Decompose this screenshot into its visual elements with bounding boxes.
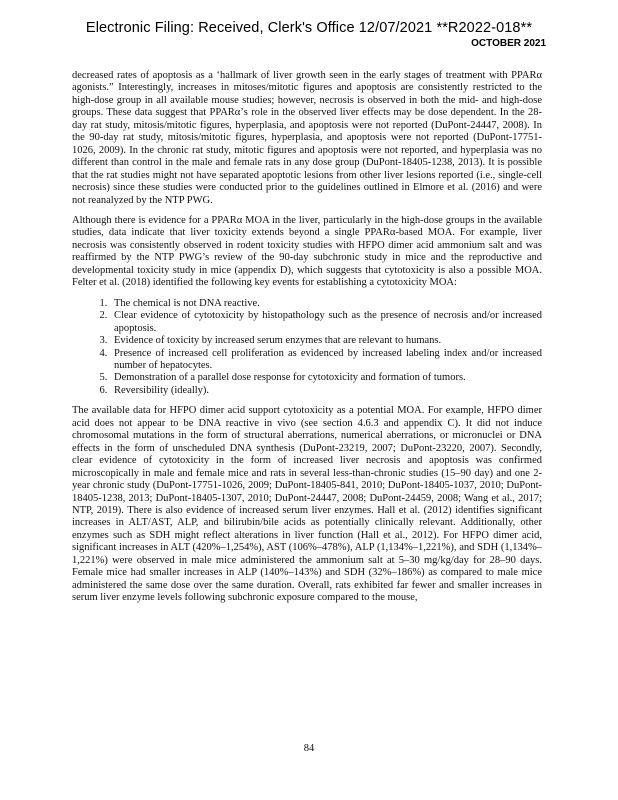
key-events-list bbox=[72, 298, 542, 398]
list-item: 3. Evidence of toxicity by increased serum enzymes that are relevant to humans. bbox=[110, 335, 542, 347]
list-item: 5. Demonstration of a parallel dose response for cytotoxicity and formation of tumors. bbox=[110, 372, 542, 384]
list-item: 4. Presence of increased cell proliferation as evidenced by increased labeling index and/or increased number of hepatocytes. bbox=[110, 348, 542, 373]
paragraph: Although there is evidence for a PPARα MOA in the liver, particularly in the high-dose groups in the available studies, data indicate that liver toxicity extends beyond a single PPARα-based MOA. For example, liver necrosis was consistently observed in rodent toxicity studies with HFPO dimer acid ammonium salt and was reaffirmed by the NTP PWG’s review of the 90-day subchronic study in mice and the reproductive and developmental toxicity study in mice (appendix D), which suggests that cytotoxicity is also a possible MOA. Felter et al. (2018) identified the following key events for establishing a cytotoxicity MOA: bbox=[72, 214, 542, 289]
list-item: 2. Clear evidence of cytotoxicity by histopathology such as the presence of necrosis and/or increased apoptosis. bbox=[110, 310, 542, 335]
paragraph: The available data for HFPO dimer acid support cytotoxicity as a potential MOA. For example, HFPO dimer acid does not appear to be DNA reactive in vivo (see section 4.6.3 and appendix C). It did not induce chromosomal mutations in the form of structural aberrations, numerical aberrations, or micronuclei or DNA effects in the form of unscheduled DNA synthesis (DuPont-23219, 2007; DuPont-23220, 2007). Secondly, clear evidence of cytotoxicity in the form of increased liver necrosis and apoptosis was confirmed microscopically in male and female mice and rats in several less-than-chronic studies (15–90 day) and one 2-year chronic study (DuPont-17751-1026, 2009; DuPont-18405-841, 2010; DuPont-18405-1037, 2010; DuPont-18405-1238, 2013; DuPont-18405-1307, 2010; DuPont-24447, 2008; DuPont-24459, 2008; Wang et al., 2017; NTP, 2019). There is also evidence of increased serum liver enzymes. Hall et al. (2012) identifies significant increases in ALT/AST, ALP, and bilirubin/bile acids as potentially clinically relevant. Additionally, other enzymes such as SDH might reflect alterations in liver function (Hall et al., 2012). For HFPO dimer acid, significant increases in ALT (420%–1,254%), AST (106%–478%), ALP (1,134%–1,221%), and SDH (1,134%–1,221%) were observed in male mice administered the ammonium salt at 5–30 mg/kg/day for 28–90 days. Female mice had smaller increases in ALP (140%–143%) and SDH (32%–186%) as compared to male mice administered the same dose over the same duration. Overall, rats exhibited far fewer and smaller increases in serum liver enzyme levels following subchronic exposure compared to the mouse, bbox=[72, 405, 542, 604]
filing-stamp: Electronic Filing: Received, Clerk's Office 12/07/2021 **R2022-018** bbox=[85, 20, 533, 36]
list-item: 6. Reversibility (ideally). bbox=[110, 385, 542, 397]
body-text bbox=[72, 70, 542, 613]
document-date: OCTOBER 2021 bbox=[471, 38, 546, 49]
list-item: 1. The chemical is not DNA reactive. bbox=[110, 298, 542, 310]
paragraph: decreased rates of apoptosis as a ‘hallmark of liver growth seen in the early stages of treatment with PPARα agonists.” Interestingly, increases in mitoses/mitotic figures and apoptosis are consistently restricted to the high-dose group in all available mouse studies; however, necrosis is observed in both the mid- and high-dose groups. These data suggest that PPARα’s role in the observed liver effects may be dose dependent. In the 28-day rat study, mitosis/mitotic figures, hyperplasia, and apoptosis were not reported (DuPont-24447, 2008). In the 90-day rat study, mitosis/mitotic figures, hyperplasia, and apoptosis were not reported (DuPont-17751-1026, 2009). In the chronic rat study, mitotic figures and apoptosis were not reported, and hyperplasia was no different than control in the male and female rats in any dose group (DuPont-18405-1238, 2013). It is possible that the rat studies might not have separated apoptotic lesions from other liver lesions reported (i.e., single-cell necrosis) since these studies were conducted prior to the guidelines outlined in Elmore et al. (2016) and were not reanalyzed by the NTP PWG. bbox=[72, 70, 542, 206]
page-number: 84 bbox=[303, 743, 315, 754]
